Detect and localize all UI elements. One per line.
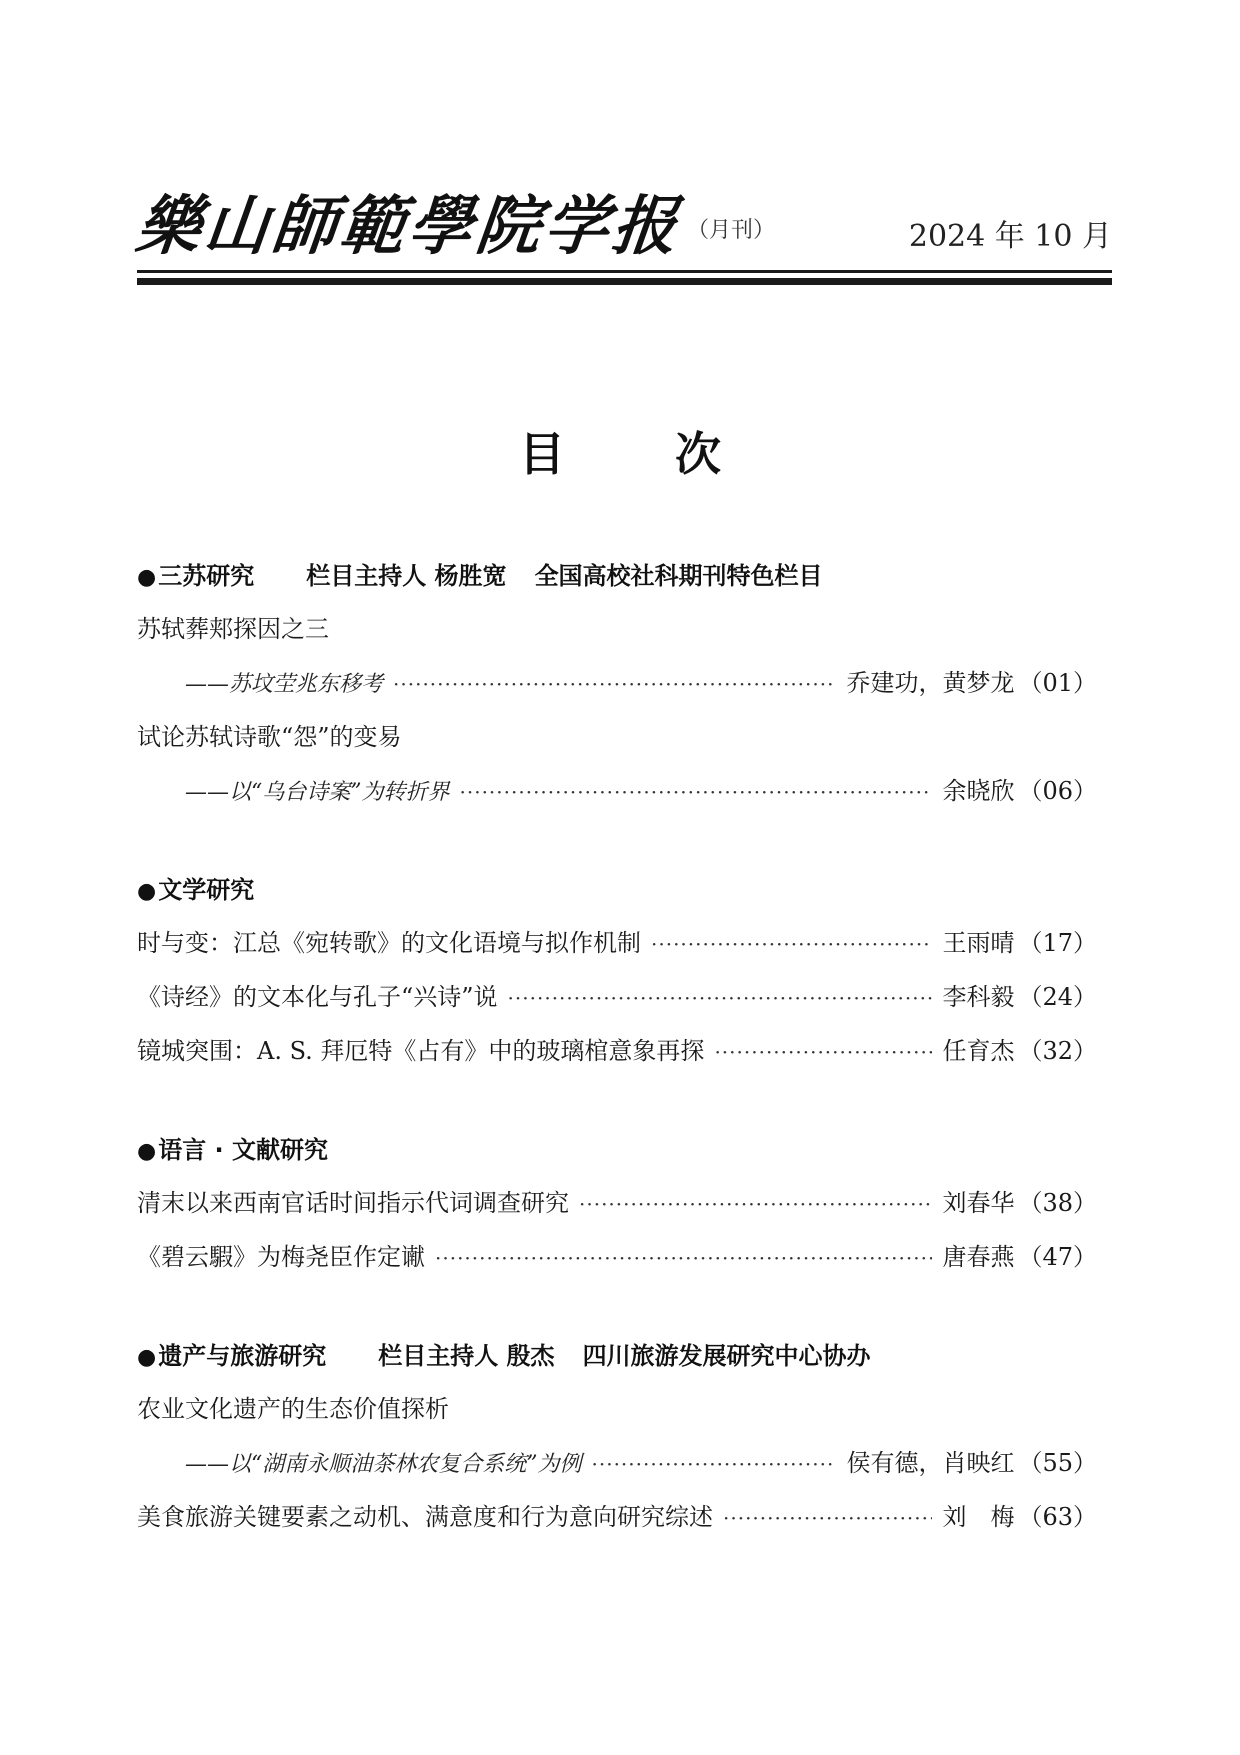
- dot-leader: [508, 971, 933, 1025]
- article-title-line: [137, 602, 1097, 656]
- page-number: （24）: [1018, 983, 1097, 1011]
- article-author: 刘春华: [942, 1189, 1015, 1217]
- article-author: 余晓欣: [942, 777, 1015, 805]
- page-number: （47）: [1018, 1243, 1097, 1271]
- toc-section: [137, 550, 1097, 818]
- article-title-line: [137, 1382, 1097, 1436]
- page-number: （63）: [1018, 1503, 1097, 1531]
- article-author: 唐春燕: [942, 1243, 1015, 1271]
- section-header: [137, 1124, 1097, 1176]
- journal-title-logo: 樂山師範學院学报: [132, 189, 685, 264]
- article-title: 时与变：江总《宛转歌》的文化语境与拟作机制: [137, 929, 641, 957]
- section-header: [137, 550, 1097, 602]
- section-note: 四川旅游发展研究中心协办: [582, 1342, 871, 1370]
- article-title: 美食旅游关键要素之动机、满意度和行为意向研究综述: [137, 1503, 713, 1531]
- article-subtitle: ——以“乌台诗案”为转折界: [185, 780, 450, 805]
- toc-section: [137, 1124, 1097, 1284]
- toc-entry[interactable]: [137, 1490, 1097, 1544]
- toc-entry[interactable]: [137, 764, 1097, 818]
- toc-section: [137, 864, 1097, 1078]
- toc-entry[interactable]: [137, 1230, 1097, 1284]
- dot-leader: [651, 917, 932, 971]
- page-number: （06）: [1018, 777, 1097, 805]
- article-title: 试论苏轼诗歌“怨”的变易: [137, 723, 402, 751]
- page-number: （17）: [1018, 929, 1097, 957]
- section-bullet-icon: ●: [137, 565, 157, 590]
- masthead: [132, 175, 1112, 295]
- header-rule-thin: [137, 270, 1112, 273]
- section-name: 文学研究: [158, 876, 255, 904]
- contents-heading: [0, 418, 1240, 484]
- article-title: 苏轼葬郏探因之三: [137, 615, 329, 643]
- toc-entry[interactable]: [137, 656, 1097, 710]
- article-title: 《碧云騢》为梅尧臣作定谳: [137, 1243, 425, 1271]
- toc-entry[interactable]: [137, 916, 1097, 970]
- toc-entry[interactable]: [137, 970, 1097, 1024]
- article-title: 镜城突围：A. S. 拜厄特《占有》中的玻璃棺意象再探: [137, 1037, 705, 1065]
- contents-heading-left: 目: [519, 427, 565, 481]
- article-title: 农业文化遗产的生态价值探析: [137, 1395, 449, 1423]
- article-author: 李科毅: [942, 983, 1015, 1011]
- section-host: 栏目主持人 殷杰: [378, 1342, 555, 1370]
- section-name: 遗产与旅游研究: [158, 1342, 327, 1370]
- article-author: 侯有德，肖映红: [846, 1449, 1015, 1477]
- section-host: 栏目主持人 杨胜宽: [306, 562, 507, 590]
- section-note: 全国高校社科期刊特色栏目: [534, 562, 823, 590]
- section-name: 语言 · 文献研究: [158, 1136, 329, 1164]
- article-title: 清末以来西南官话时间指示代词调查研究: [137, 1189, 569, 1217]
- journal-frequency: （月刊）: [687, 218, 776, 243]
- dot-leader: [393, 657, 836, 711]
- table-of-contents: [137, 550, 1097, 1590]
- toc-section: [137, 1330, 1097, 1544]
- article-author: 王雨晴: [942, 929, 1015, 957]
- toc-entry[interactable]: [137, 1024, 1097, 1078]
- toc-entry[interactable]: [137, 1436, 1097, 1490]
- page-number: （32）: [1018, 1037, 1097, 1065]
- contents-heading-right: 次: [675, 427, 721, 481]
- page-number: （38）: [1018, 1189, 1097, 1217]
- dot-leader: [714, 1025, 932, 1079]
- page-number: （55）: [1018, 1449, 1097, 1477]
- dot-leader: [579, 1177, 932, 1231]
- dot-leader: [460, 765, 933, 819]
- article-subtitle: ——以“湖南永顺油茶林农复合系统”为例: [185, 1452, 582, 1477]
- issue-date: 2024 年 10 月: [908, 219, 1112, 254]
- toc-entry[interactable]: [137, 1176, 1097, 1230]
- section-header: [137, 1330, 1097, 1382]
- dot-leader: [723, 1491, 932, 1545]
- article-subtitle: ——苏坟茔兆东移考: [185, 672, 384, 697]
- header-rule-thick: [137, 278, 1112, 285]
- section-bullet-icon: ●: [137, 1139, 157, 1164]
- section-bullet-icon: ●: [137, 879, 157, 904]
- dot-leader: [592, 1437, 837, 1491]
- article-author: 任育杰: [942, 1037, 1015, 1065]
- article-title-line: [137, 710, 1097, 764]
- dot-leader: [435, 1231, 932, 1285]
- section-bullet-icon: ●: [137, 1345, 157, 1370]
- article-title: 《诗经》的文本化与孔子“兴诗”说: [137, 983, 498, 1011]
- section-name: 三苏研究: [158, 562, 255, 590]
- section-header: [137, 864, 1097, 916]
- article-author: 乔建功，黄梦龙: [846, 669, 1015, 697]
- article-author: 刘 梅: [942, 1503, 1015, 1531]
- page-number: （01）: [1018, 669, 1097, 697]
